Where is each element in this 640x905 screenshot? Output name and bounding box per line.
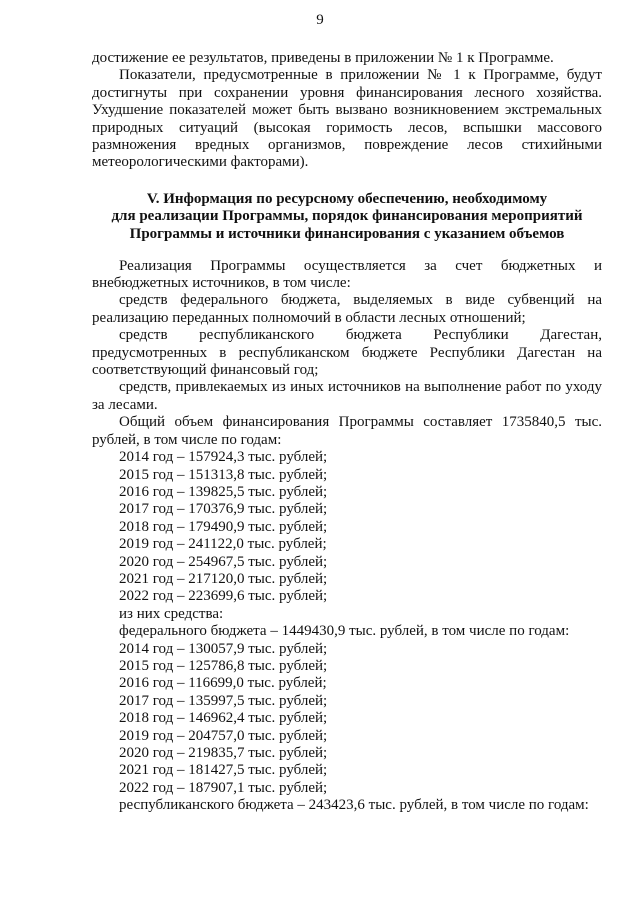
total-by-year-list — [92, 449, 602, 623]
paragraph-federal-funds: средств федерального бюджета, выделяемых в виде субвенций на реализацию переданных полномочий в области лесных отношений; — [92, 292, 602, 326]
paragraph-realization: Реализация Программы осуществляется за счет бюджетных и внебюджетных источников, в том числе: — [92, 257, 602, 292]
of-them-label: из них средства: — [119, 605, 224, 622]
list-item: 2017 год – 135997,5 тыс. рублей; — [119, 692, 328, 709]
page-content — [92, 50, 602, 815]
list-item: 2016 год – 116699,0 тыс. рублей; — [119, 675, 327, 692]
paragraph-federal-total: федерального бюджета – 1449430,9 тыс. рублей, в том числе по годам: — [119, 623, 570, 640]
page-number: 9 — [316, 12, 324, 28]
section-heading — [92, 191, 602, 244]
paragraph-other-funds: средств, привлекаемых из иных источников на выполнение работ по уходу за лесами. — [92, 379, 602, 413]
list-item: 2019 год – 204757,0 тыс. рублей; — [119, 727, 328, 744]
list-item: 2020 год – 254967,5 тыс. рублей; — [119, 553, 328, 570]
paragraph-total-funding: Общий объем финансирования Программы составляет 1735840,5 тыс. рублей, в том числе по годам: — [92, 414, 602, 448]
list-item: 2017 год – 170376,9 тыс. рублей; — [119, 501, 328, 518]
list-item: 2019 год – 241122,0 тыс. рублей; — [119, 536, 327, 553]
paragraph-indicators: Показатели, предусмотренные в приложении № 1 к Программе, будут достигнуты при сохранении уровня финансирования лесного хозяйства. Ухудшение показателей может быть вызвано возникновением экстремальных природных ситуаций (высокая горимость лесов, вспышки массового размножения вредных организмов, повреждение лесов стихийными метеорологическими факторами). — [92, 67, 602, 171]
list-item: 2022 год – 187907,1 тыс. рублей; — [119, 779, 328, 796]
list-item: 2020 год – 219835,7 тыс. рублей; — [119, 745, 328, 761]
section-heading-line: для реализации Программы, порядок финансирования мероприятий — [111, 208, 583, 225]
list-item: 2014 год – 130057,9 тыс. рублей; — [119, 640, 328, 657]
paragraph-republic-total: республиканского бюджета – 243423,6 тыс. рублей, в том числе по годам: — [119, 797, 589, 814]
list-item: 2016 год – 139825,5 тыс. рублей; — [119, 483, 328, 500]
list-item: 2014 год – 157924,3 тыс. рублей; — [119, 449, 328, 466]
list-item: 2015 год – 151313,8 тыс. рублей; — [119, 466, 328, 483]
paragraph-results: достижение ее результатов, приведены в приложении № 1 к Программе. — [92, 50, 554, 66]
section-heading-line: Программы и источники финансирования с указанием объемов — [129, 226, 565, 243]
section-heading-line: V. Информация по ресурсному обеспечению, необходимому — [146, 190, 548, 207]
list-item: 2022 год – 223699,6 тыс. рублей; — [119, 588, 328, 605]
paragraph-republic-funds: средств республиканского бюджета Республики Дагестан, предусмотренных в республиканском бюджете Республики Дагестан на соответствующий финансовый год; — [92, 327, 602, 379]
list-item: 2015 год – 125786,8 тыс. рублей; — [119, 657, 328, 674]
list-item: 2021 год – 181427,5 тыс. рублей; — [119, 762, 328, 779]
federal-by-year-list — [92, 641, 602, 798]
list-item: 2021 год – 217120,0 тыс. рублей; — [119, 570, 328, 587]
list-item: 2018 год – 179490,9 тыс. рублей; — [119, 518, 328, 535]
list-item: 2018 год – 146962,4 тыс. рублей; — [119, 710, 328, 727]
